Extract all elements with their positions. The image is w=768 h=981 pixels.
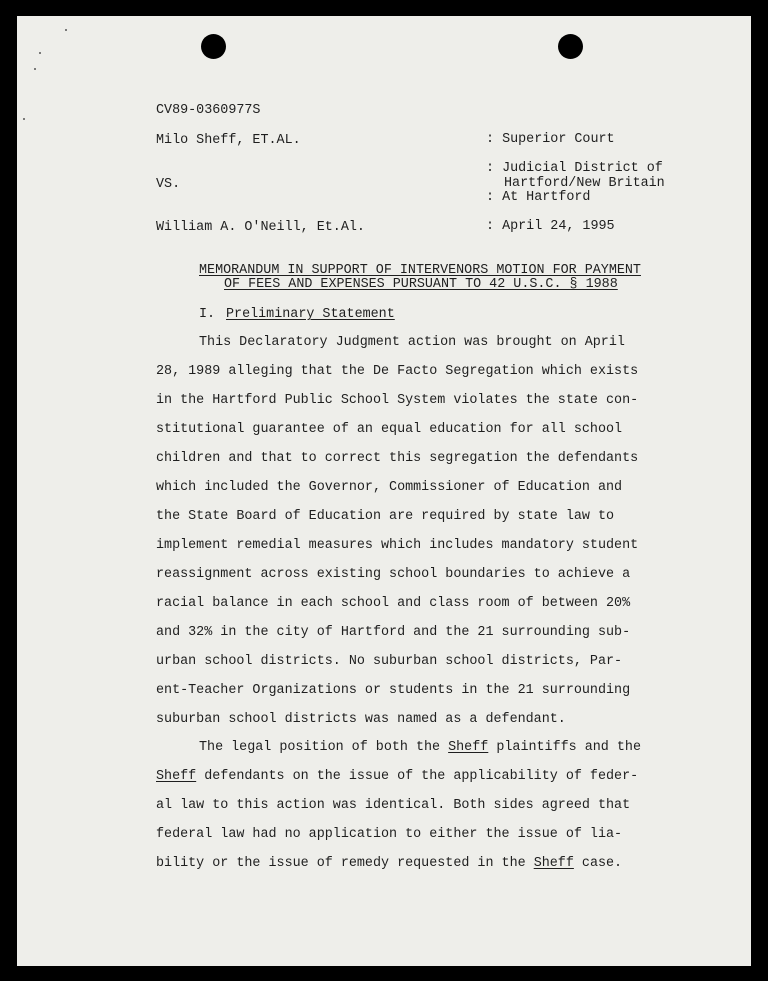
section-number: I. bbox=[199, 307, 216, 322]
paragraph1-line: and 32% in the city of Hartford and the 21 surrounding sub- bbox=[156, 625, 631, 640]
paragraph1-line: urban school districts. No suburban school districts, Par- bbox=[156, 654, 623, 669]
paragraph1-line: ent-Teacher Organizations or students in the 21 surrounding bbox=[156, 683, 631, 698]
paragraph2-line: federal law had no application to either the issue of lia- bbox=[156, 827, 623, 842]
paragraph1-line: racial balance in each school and class room of between 20% bbox=[156, 596, 631, 611]
section-heading: Preliminary Statement bbox=[226, 307, 395, 322]
paragraph1-line: stitutional guarantee of an equal education for all school bbox=[156, 422, 623, 437]
paragraph1-line: which included the Governor, Commissioner of Education and bbox=[156, 480, 623, 495]
filing-date: : April 24, 1995 bbox=[486, 219, 615, 234]
document-page bbox=[17, 16, 751, 966]
plaintiff-name: Milo Sheff, ET.AL. bbox=[156, 133, 301, 148]
scan-speck bbox=[65, 29, 67, 31]
paragraph1-line: children and that to correct this segregation the defendants bbox=[156, 451, 639, 466]
paragraph1-line: implement remedial measures which includes mandatory student bbox=[156, 538, 639, 553]
scan-speck bbox=[23, 118, 25, 120]
scan-speck bbox=[39, 52, 41, 54]
judicial-district-location: Hartford/New Britain bbox=[504, 176, 665, 191]
paragraph1-line: 28, 1989 alleging that the De Facto Segregation which exists bbox=[156, 364, 639, 379]
case-number: CV89-0360977S bbox=[156, 103, 261, 118]
paragraph1-line: suburban school districts was named as a defendant. bbox=[156, 712, 566, 727]
paragraph2-line bbox=[199, 740, 641, 755]
paragraph1-line: reassignment across existing school boundaries to achieve a bbox=[156, 567, 631, 582]
punch-hole-right bbox=[558, 34, 583, 59]
scan-speck bbox=[34, 68, 36, 70]
defendant-name: William A. O'Neill, Et.Al. bbox=[156, 220, 365, 235]
court-location: : At Hartford bbox=[486, 190, 591, 205]
case-name-sheff: Sheff bbox=[448, 740, 489, 755]
memorandum-title-line1: MEMORANDUM IN SUPPORT OF INTERVENORS MOTION FOR PAYMENT bbox=[199, 263, 641, 278]
paragraph2-text: The legal position of both the bbox=[199, 740, 449, 755]
case-name-sheff: Sheff bbox=[156, 769, 197, 784]
paragraph2-line bbox=[156, 856, 622, 871]
paragraph2-line bbox=[156, 769, 638, 784]
paragraph2-text: plaintiffs and the bbox=[488, 740, 641, 755]
paragraph2-line: al law to this action was identical. Both sides agreed that bbox=[156, 798, 631, 813]
versus-label: VS. bbox=[156, 177, 181, 192]
memorandum-title-line2: OF FEES AND EXPENSES PURSUANT TO 42 U.S.C. § 1988 bbox=[224, 277, 618, 292]
paragraph2-text: case. bbox=[573, 856, 623, 871]
paragraph2-text: bility or the issue of remedy requested in the bbox=[156, 856, 534, 871]
paragraph2-text: defendants on the issue of the applicability of feder- bbox=[196, 769, 639, 784]
court-name: : Superior Court bbox=[486, 132, 615, 147]
case-name-sheff: Sheff bbox=[533, 856, 574, 871]
punch-hole-left bbox=[201, 34, 226, 59]
judicial-district: : Judicial District of bbox=[486, 161, 663, 176]
paragraph1-line: This Declaratory Judgment action was brought on April bbox=[199, 335, 625, 350]
paragraph1-line: the State Board of Education are required by state law to bbox=[156, 509, 615, 524]
paragraph1-line: in the Hartford Public School System violates the state con- bbox=[156, 393, 639, 408]
